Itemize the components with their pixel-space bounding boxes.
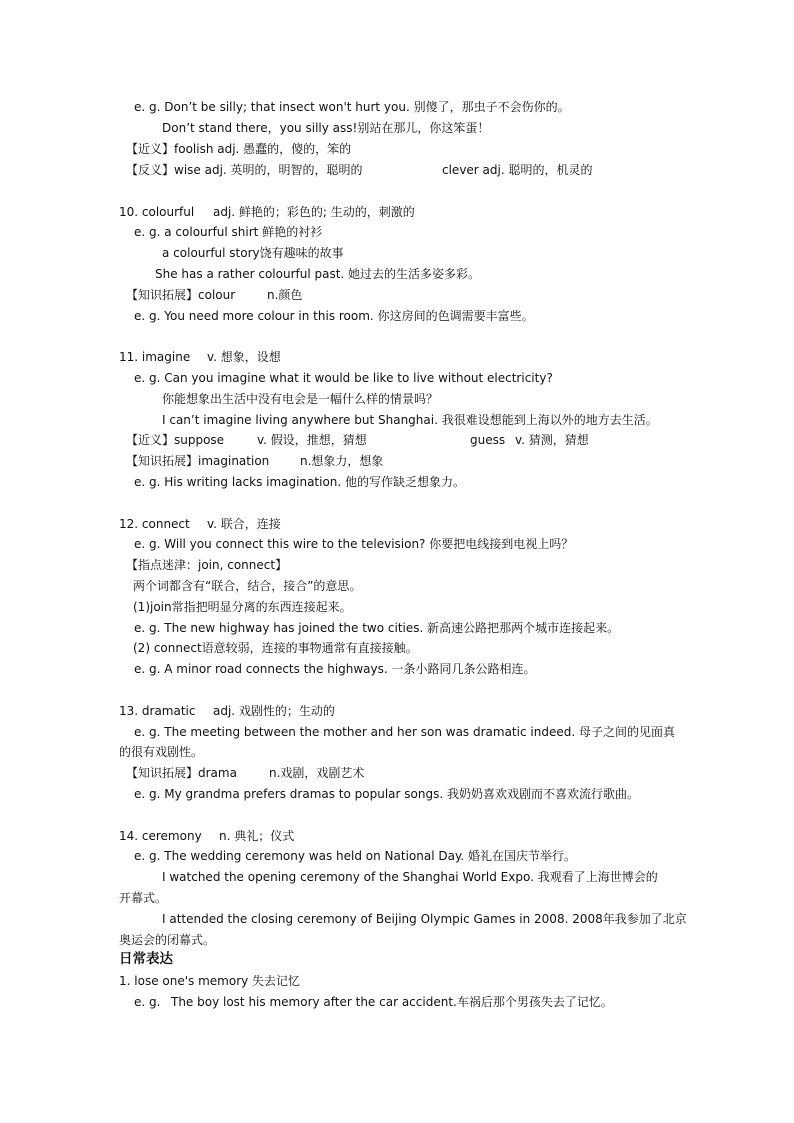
example-line: Don’t stand there，you silly ass!别站在那儿，你这笨蛋！ — [162, 121, 490, 135]
example-line: I watched the opening ceremony of the Shanghai World Expo. 我观看了上海世博会的 — [162, 870, 658, 884]
entry-heading: 11. imagine v. 想象，设想 — [119, 350, 281, 364]
example-line: e. g. You need more colour in this room. 你这房间的色调需要丰富些。 — [134, 309, 534, 323]
example-line: I attended the closing ceremony of Beijing Olympic Games in 2008. 2008年我参加了北京 — [162, 912, 687, 926]
extension-line: 【知识拓展】drama n.戏剧，戏剧艺术 — [126, 766, 365, 780]
example-line: e. g. My grandma prefers dramas to popular songs. 我奶奶喜欢戏剧而不喜欢流行歌曲。 — [134, 787, 639, 801]
example-line: e. g. The wedding ceremony was held on National Day. 婚礼在国庆节举行。 — [134, 849, 576, 863]
example-line: e. g. The boy lost his memory after the car accident.车祸后那个男孩失去了记忆。 — [134, 995, 613, 1009]
example-line: 的很有戏剧性。 — [119, 745, 204, 759]
entry-heading: 12. connect v. 联合，连接 — [119, 517, 281, 531]
entry-heading: 14. ceremony n. 典礼；仪式 — [119, 829, 295, 843]
example-line: e. g. The meeting between the mother and her son was dramatic indeed. 母子之间的见面真 — [134, 725, 675, 739]
example-line: 开幕式。 — [119, 891, 168, 905]
entry-heading: 10. colourful adj. 鲜艳的；彩色的; 生动的，刺激的 — [119, 205, 415, 219]
tip-line: (2) connect语意较弱，连接的事物通常有直接接触。 — [133, 641, 418, 655]
example-line: e. g. Will you connect this wire to the television? 你要把电线接到电视上吗？ — [134, 537, 574, 551]
example-line: I can’t imagine living anywhere but Shanghai. 我很难设想能到上海以外的地方去生活。 — [162, 413, 658, 427]
example-line: e. g. A minor road connects the highways. 一条小路同几条公路相连。 — [134, 662, 536, 676]
example-line: 你能想象出生活中没有电会是一幅什么样的情景吗？ — [162, 392, 439, 406]
entry-heading: 13. dramatic adj. 戏剧性的；生动的 — [119, 704, 335, 718]
example-line: e. g. Don’t be silly; that insect won't hurt you. 别傻了，那虫子不会伤你的。 — [134, 100, 570, 114]
section-heading: 日常表达 — [119, 951, 173, 967]
example-line: She has a rather colourful past. 她过去的生活多姿多彩。 — [155, 267, 481, 281]
tip-heading: 【指点迷津：join, connect】 — [126, 558, 288, 572]
expression-line: 1. lose one's memory 失去记忆 — [119, 974, 301, 988]
example-line: e. g. a colourful shirt 鲜艳的衬衫 — [134, 225, 323, 239]
example-line: a colourful story饶有趣味的故事 — [162, 246, 344, 260]
example-line: e. g. The new highway has joined the two cities. 新高速公路把那两个城市连接起来。 — [134, 621, 620, 635]
tip-line: 两个词都含有“联合，结合，接合”的意思。 — [133, 579, 362, 593]
example-line: 奥运会的闭幕式。 — [119, 933, 216, 947]
synonym-line: 【近义】foolish adj. 愚蠢的，傻的，笨的 — [126, 142, 352, 156]
antonym-line: 【反义】wise adj. 英明的，明智的，聪明的 clever adj. 聪明的，机灵的 — [126, 163, 593, 177]
synonym-line: 【近义】suppose v. 假设，推想，猜想 guess v. 猜测，猜想 — [126, 433, 589, 447]
example-line: e. g. Can you imagine what it would be like to live without electricity? — [134, 371, 553, 385]
tip-line: (1)join常指把明显分离的东西连接起来。 — [133, 600, 352, 614]
extension-line: 【知识拓展】colour n.颜色 — [126, 288, 303, 302]
example-line: e. g. His writing lacks imagination. 他的写作缺乏想象力。 — [134, 475, 466, 489]
extension-line: 【知识拓展】imagination n.想象力，想象 — [126, 454, 384, 468]
